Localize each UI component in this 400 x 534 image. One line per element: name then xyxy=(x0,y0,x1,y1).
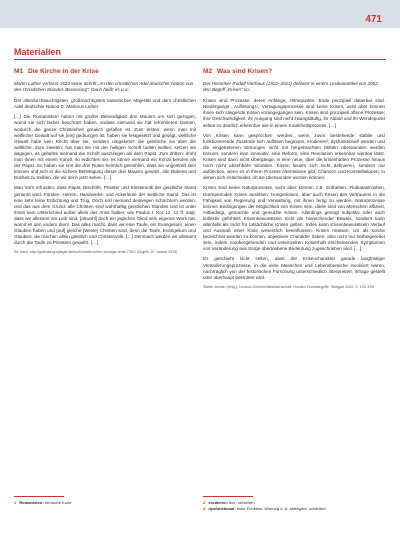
material-intro: Der Historiker Rudolf Vierhaus (1922–2011) definiert in einem Lexikonartikel von 2002 den Begriff „Krisen“ so: xyxy=(203,81,378,93)
paragraph: […] Die Romanisten¹ haben mit großer Behendigkeit drei Mauern um sich gezogen, womit sie sich bisher beschützt haben, sodass niemand sie hat reformieren können, wodurch die ganze Christenheit greulich gefallen ist. Zum ersten: wenn man mit weltlicher Gewalt auf sie [ein] gedrungen ist, haben sie festgesetzt und gesagt, weltliche Gewalt habe kein Recht über sie, sondern umgekehrt: die geistliche sei über die weltliche. Zum zweiten: hat man sie mit der heiligen Schrift tadeln wollen, setzen sie dagegen, es gebühre niemand die Schrift auszulegen als dem Papst. Zum dritten: droht man ihnen mit einem Konzil, so erdichten sie, es könne niemand ein Konzil berufen als der Papst. So haben sie uns die drei Ruten heimlich gestohlen, dass sie ungestraft sein können und sich in die sichere Befestigung dieser drei Mauern gesetzt, alle Büberei und Bosheit zu treiben, die wir denn jetzt sehen. […] xyxy=(14,114,196,181)
material-body xyxy=(203,98,385,281)
footnote-text: einer Funktion, Wirkung o. Ä. abträglich, schädlich xyxy=(236,506,326,511)
paragraph: Krisen sind Prozesse, deren Anfänge, Höhepunkte, Ende prinzipiell datierbar sind. Niedergangs-, Auflösungs-, Vertagungsprozesse sind keine Krisen, wohl aber können ihnen sich steigende Krisen vorangegangen sein. Krisen sind prinzipiell offene Prozesse; ihre Geschwindigkeit, ihr Ausgang sind nicht zwangsläufig, ihr Ablauf und ihr Wendepunkt selten so deutlich erkennbar wie in einem Krankheitsprozess. […] xyxy=(203,98,385,128)
material-m2 xyxy=(203,68,385,289)
footnote-text: römische Kurie xyxy=(44,500,72,505)
paragraph: Man hat's erfunden, dass Papst, Bischöfe, Priester und Klostervolk der geistliche Stand genannt wird, Fürsten, Herren, Handwerks- und Ackerleute der weltliche Stand. Das ist eine sehr feine Erdichtung und Trug. Doch soll niemand deswegen schüchtern werden, und das aus dem Grund: alle Christen sind wahrhaftig geistlichen Standes und ist unter ihnen kein Unterschied außer allein des Amts halber, wie Paulus I. Kor 12, 12 ff. sagt, dass wir allesamt ein Leib sind, [obwohl] doch ein jegliches Glied sein eigenes Werk hat, womit es den andern dient. Das alles macht, dass wir eine Taufe, ein Evangelium, einen Glauben haben und [auf] gleiche [Weise] Christen sind, denn die Taufe, Evangelium und Glauben, die machen allein geistlich und Christenvolk. […] Demnach werden wir allesamt durch die Taufe zu Priestern geweiht. […] xyxy=(14,185,196,246)
material-heading xyxy=(14,68,196,76)
material-number: M1 xyxy=(14,68,24,75)
section-divider xyxy=(14,59,386,60)
material-heading xyxy=(203,68,385,76)
footnote-term: erodieren: xyxy=(208,500,228,505)
source-citation: Zit. nach: http://gutenberg.spiegel.de/buch/martin-luther-sozialge-texte-7301/ (Zugriff: 10. Januar 2015) xyxy=(14,250,178,255)
page-number: 471 xyxy=(365,14,382,25)
footnote-number: 2 xyxy=(203,500,206,505)
footnote-text: hier: zerstören xyxy=(229,500,255,505)
footnote-divider xyxy=(203,496,253,497)
paragraph: Es geschieht nicht selten, dass der Krisencharakter gerade langfristiger Veränderungsprozesse, in die viele Menschen und Lebensbereiche involviert waren, nachträglich von der historischen Forschung unterschiedlich interpretiert, infrage gestellt oder überhaupt bestritten wird. xyxy=(203,256,385,280)
section-title: Materialien xyxy=(14,47,62,57)
footnote-term: Romanisten: xyxy=(19,500,44,505)
source-citation: Stefan Jordan (Hrsg.), Lexikon Geschichtswissenschaft. Hundert Grundbegriffe, Stuttgart 2002, S. 193–195 xyxy=(203,284,374,289)
header-bar xyxy=(0,0,400,28)
material-m1 xyxy=(14,68,196,255)
footnote-number: 3 xyxy=(203,506,206,511)
footnote-number: 1 xyxy=(14,500,17,505)
paragraph: Krisen sind keine Naturprozesse, wohl aber können z.B. Erdbeben, Flutkatastrophen, Dürreperioden Krisen auslösen: Hungerkrisen, aber auch Krisen des Vertrauens in die Fähigkeit von Regierung und Verwaltung, mit ihnen fertig zu werden. Naturprozesse können Bedingungen der Möglichkeit von Krisen sein, diese sind von Menschen affiziert, mitbedingt, gemachte und gemutzte Krisen. Allerdings genügt subjektiv oder auch kollektiv gefühltes Krisenbewusstsein nicht als hinreichender Beweis, sondern kann allenfalls als Indiz für tatsächliche Krisen gelten. Indes kann Krisenbewusstsein Verlauf und Ausmaß einer Krise wesentlich beeinflussen. Krisen müssen, um als solche bezeichnet werden zu können, objektiven Charakter haben, also nicht nur herbeigeredet sein, indem vorübergehenden und vereinzelten Krisenhaft erscheinenden Symptomen von Veränderung aus Sorge übertriebene Bedeutung zugeschrieben wird. […] xyxy=(203,185,385,252)
footnote xyxy=(203,506,385,512)
material-title: Die Kirche in der Krise xyxy=(28,68,99,75)
footnote-divider xyxy=(14,496,64,497)
paragraph: Von Krisen kann gesprochen werden, wenn zuvor bestehende stabile und funktionierende Zustände sich auflösen beginnen, erodieren², dysfunktional³ werden und die eingetretenen Störungen nicht mit hergebrachten Mitteln überwunden werden können, sondern eine innovativ, eine Reform, eine Revolution erkennbar werden lässt. Krisen sind dann nicht Übergänge, in eine neue, über die krisenhaften Prozesse hinaus noch nicht absehbare Situation. Krisen lassen sich nicht definieren, sondern nur aufdecken, wenn es in ihrem Prozess Alternativen gibt, Chancen und Konstellationen, in denen sich entscheidet, ob sie überwunden werden können. xyxy=(203,132,385,181)
paragraph: Der allerdurchlauchtigsten, großmächtigsten kaiserlichen Majestät und dem christlichen Adel deutscher Nation D. Martinus Luther. xyxy=(14,98,196,110)
footnotes-right xyxy=(203,496,385,512)
footnote-term: dysfunktional: xyxy=(208,506,236,511)
material-intro: Martin Luther verfasst 1520 seine Schrift „An den christlichen Adel deutscher Nation von des christlichen Standes Besserung“. Darin heißt es u.a.: xyxy=(14,81,194,93)
material-number: M2 xyxy=(203,68,213,75)
footnotes-left xyxy=(14,496,196,506)
footnote xyxy=(14,500,196,506)
material-title: Was sind Krisen? xyxy=(217,68,273,75)
material-body xyxy=(14,98,196,246)
